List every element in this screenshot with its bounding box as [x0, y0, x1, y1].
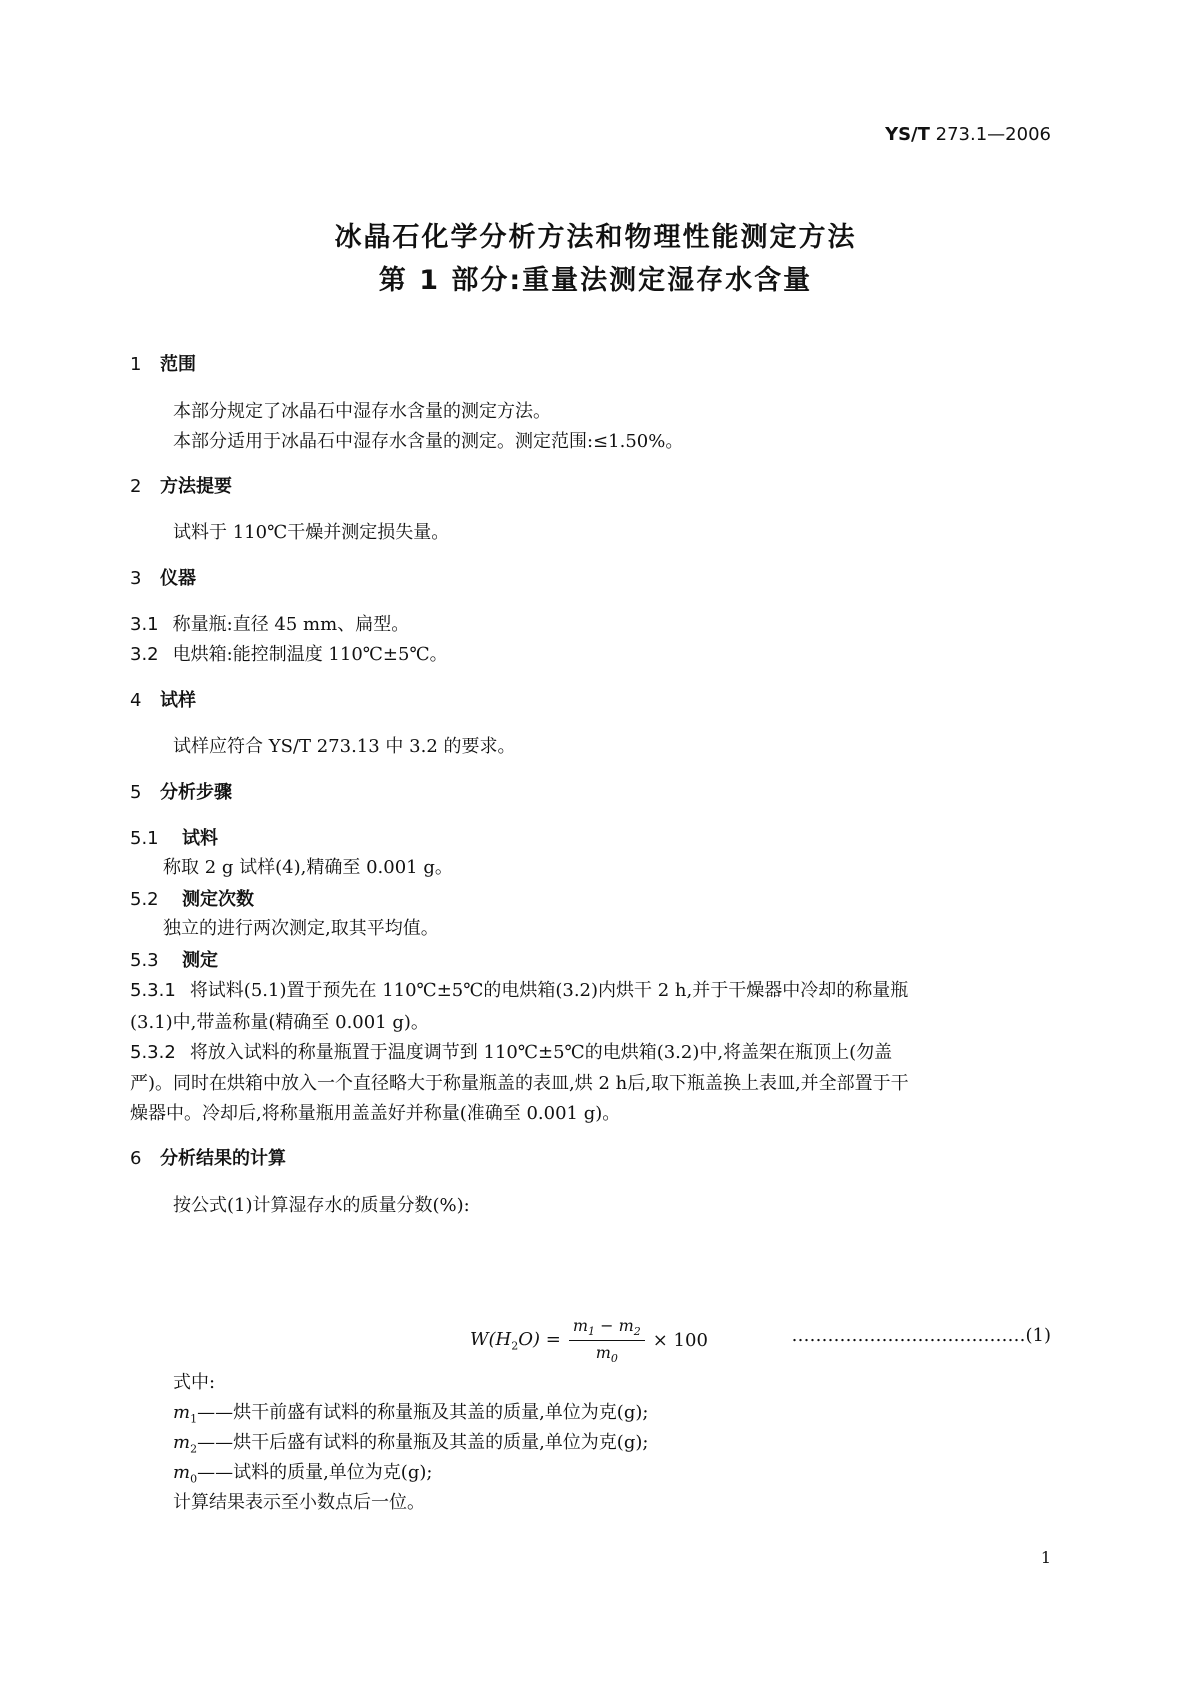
- m0-definition: $m_0——$试料的质量,单位为克(g);: [173, 1462, 433, 1486]
- m2-definition: $m_2——$烘干后盛有试料的称量瓶及其盖的质量,单位为克(g);: [173, 1432, 649, 1456]
- where-label: 式中:: [173, 1372, 216, 1393]
- section-2-para-1: 试料于 110℃干燥并测定损失量。: [173, 522, 450, 543]
- m1-definition: $m_1——$烘干前盛有试料的称量瓶及其盖的质量,单位为克(g);: [173, 1402, 649, 1426]
- section-4-heading: 4 试样: [130, 690, 196, 711]
- section-5-1-para: 称取 2 g 试样(4),精确至 0.001 g。: [163, 857, 453, 878]
- equation-number: …………………………………(1): [791, 1325, 1051, 1346]
- section-2-heading: 2 方法提要: [130, 476, 232, 497]
- section-5-3-2-line-2: 严)。同时在烘箱中放入一个直径略大于称量瓶盖的表皿,烘 2 h后,取下瓶盖换上表皿,并全部置于干: [130, 1073, 909, 1094]
- section-5-heading: 5 分析步骤: [130, 782, 232, 803]
- section-5-2-para: 独立的进行两次测定,取其平均值。: [163, 918, 439, 939]
- section-1-heading: 1 范围: [130, 354, 196, 375]
- document-title-line2: 第 1 部分:重量法测定湿存水含量: [378, 265, 813, 296]
- section-3-item-2: 3.2 电烘箱:能控制温度 110℃±5℃。: [130, 644, 448, 665]
- page-number: 1: [1040, 1548, 1051, 1567]
- section-5-3-1-line-2: (3.1)中,带盖称量(精确至 0.001 g)。: [130, 1012, 429, 1033]
- section-1-para-1: 本部分规定了冰晶石中湿存水含量的测定方法。: [173, 401, 551, 422]
- section-1-para-2: 本部分适用于冰晶石中湿存水含量的测定。测定范围:≤1.50%。: [173, 431, 684, 452]
- section-5-3-heading: 5.3 测定: [130, 950, 218, 971]
- section-5-3-1-line-1: 5.3.1 将试料(5.1)置于预先在 110℃±5℃的电烘箱(3.2)内烘干 2 h,并于干燥器中冷却的称量瓶: [130, 980, 909, 1001]
- section-5-2-heading: 5.2 测定次数: [130, 889, 254, 910]
- section-4-para-1: 试样应符合 YS/T 273.13 中 3.2 的要求。: [173, 736, 516, 757]
- result-note: 计算结果表示至小数点后一位。: [173, 1492, 425, 1513]
- section-5-3-2-line-3: 燥器中。冷却后,将称量瓶用盖盖好并称量(准确至 0.001 g)。: [130, 1103, 621, 1124]
- section-6-para-1: 按公式(1)计算湿存水的质量分数(%):: [173, 1195, 470, 1216]
- formula-1: $W(H_2O)$ = $\frac{m_1 - m_2}{m_0}$ × 100: [470, 1316, 708, 1366]
- section-5-1-heading: 5.1 试料: [130, 828, 218, 849]
- section-6-heading: 6 分析结果的计算: [130, 1148, 286, 1169]
- section-3-heading: 3 仪器: [130, 568, 196, 589]
- formula-fraction: $\frac{m_1 - m_2}{m_0}$: [569, 1316, 645, 1365]
- document-title-line1: 冰晶石化学分析方法和物理性能测定方法: [334, 222, 857, 253]
- section-3-item-1: 3.1 称量瓶:直径 45 mm、扁型。: [130, 614, 410, 635]
- section-5-3-2-line-1: 5.3.2 将放入试料的称量瓶置于温度调节到 110℃±5℃的电烘箱(3.2)中,将盖架在瓶顶上(勿盖: [130, 1042, 893, 1063]
- standard-number: YS/T 273.1—2006: [885, 124, 1051, 145]
